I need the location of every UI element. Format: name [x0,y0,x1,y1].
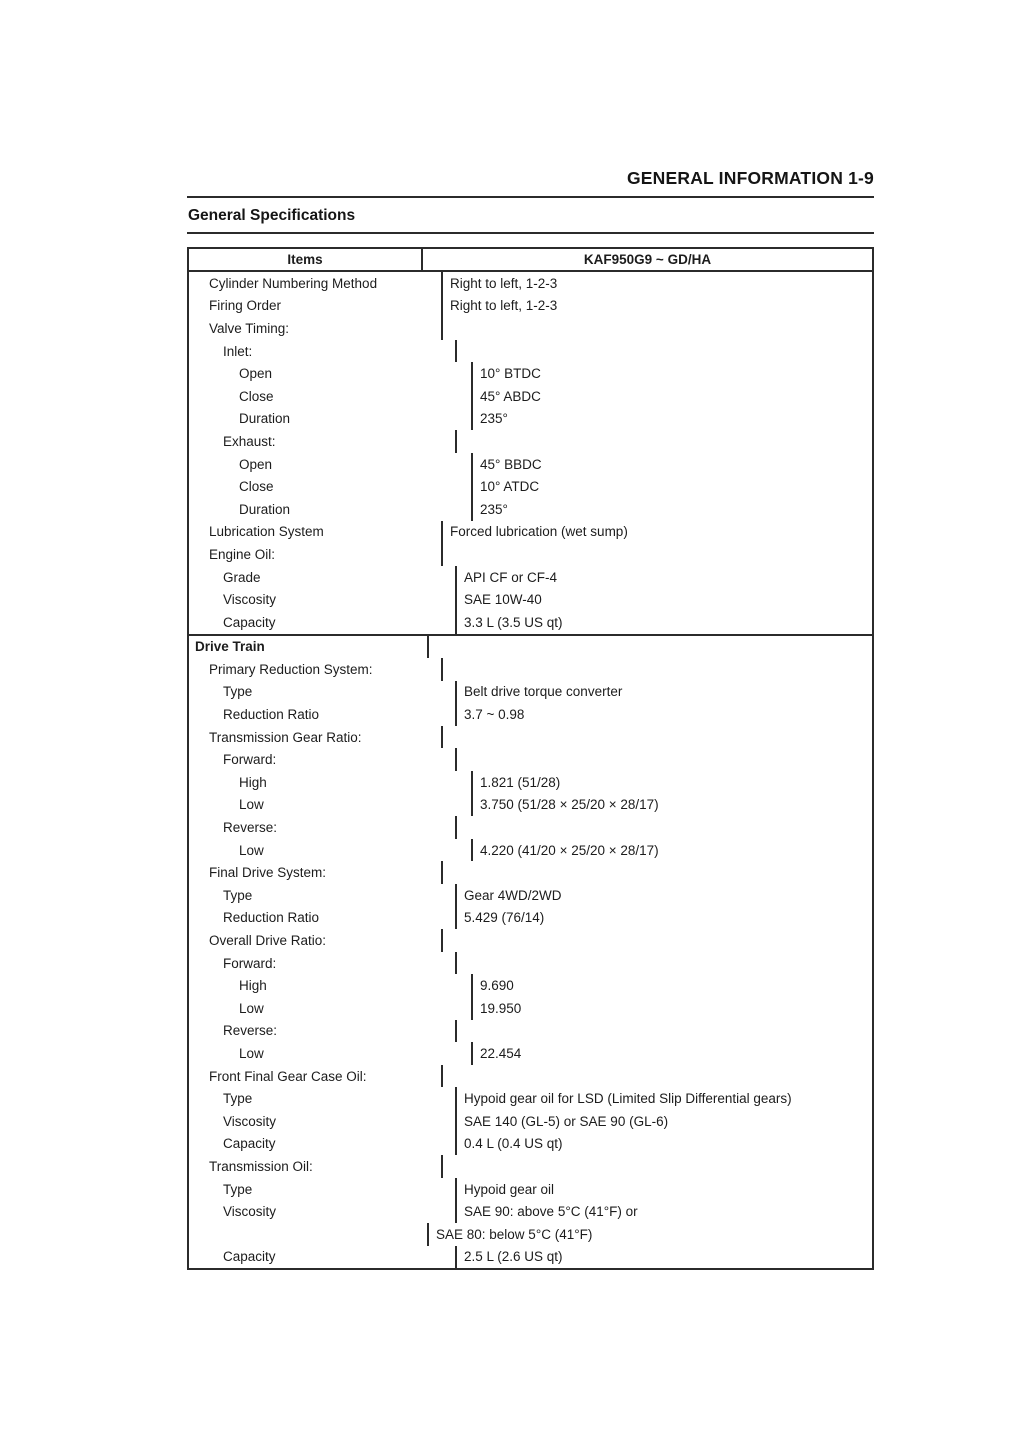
value-cell [429,636,872,659]
value-cell [443,658,872,681]
table-row [189,1133,872,1156]
table-row [189,1178,872,1201]
item-cell: Low [189,839,473,862]
item-cell: Reverse: [189,816,457,839]
item-cell: Viscosity [189,588,457,611]
value-cell: 2.5 L (2.6 US qt) [464,1249,563,1265]
value-cell: SAE 80: below 5°C (41°F) [436,1226,593,1242]
table-row [189,681,872,704]
item-cell: Type [189,884,457,907]
table-row [189,658,872,681]
header-rule [187,196,874,198]
item-cell: Front Final Gear Case Oil: [189,1065,443,1088]
value-cell [457,816,872,839]
table-row [189,726,872,749]
table-row [189,1246,872,1269]
value-cell [443,1155,872,1178]
table-row [189,748,872,771]
item-cell: Valve Timing: [189,317,443,340]
table-row [189,340,872,363]
table-row [189,1087,872,1110]
item-cell: Final Drive System: [189,861,443,884]
item-cell: Forward: [189,748,457,771]
value-cell: Belt drive torque converter [464,684,623,700]
value-cell: Gear 4WD/2WD [464,887,562,903]
value-cell [443,861,872,884]
value-cell [457,1020,872,1043]
value-cell [443,1065,872,1088]
value-cell: Right to left, 1-2-3 [450,275,558,291]
value-cell [443,929,872,952]
item-cell: Close [189,385,473,408]
page-header-title: GENERAL INFORMATION 1-9 [626,168,874,188]
table-row [189,929,872,952]
table-row [189,839,872,862]
table-row [189,1020,872,1043]
value-cell: 3.750 (51/28 × 25/20 × 28/17) [480,797,659,813]
value-cell [443,726,872,749]
item-cell: Engine Oil: [189,543,443,566]
item-cell: Low [189,794,473,817]
table-row [189,703,872,726]
value-cell: 3.3 L (3.5 US qt) [464,614,563,630]
table-row [189,974,872,997]
value-cell: 9.690 [480,978,514,994]
table-row [189,521,872,544]
value-cell: 45° ABDC [480,388,541,404]
value-cell: 3.7 ~ 0.98 [464,707,525,723]
table-row [189,907,872,930]
table-row [189,272,872,295]
table-row [189,997,872,1020]
value-cell [443,317,872,340]
table-row [189,952,872,975]
value-cell: 1.821 (51/28) [480,774,561,790]
table-row [189,816,872,839]
item-cell: Capacity [189,611,457,634]
item-cell: Overall Drive Ratio: [189,929,443,952]
table-row [189,1155,872,1178]
table-row [189,1042,872,1065]
value-cell: Right to left, 1-2-3 [450,298,558,314]
table-row [189,362,872,385]
item-cell: High [189,974,473,997]
value-cell [457,748,872,771]
value-cell: 5.429 (76/14) [464,910,545,926]
item-cell: Low [189,1042,473,1065]
table-row [189,771,872,794]
item-cell: Low [189,997,473,1020]
value-cell [457,340,872,363]
section-rule [187,232,874,234]
item-cell: Capacity [189,1133,457,1156]
value-cell: Hypoid gear oil for LSD (Limited Slip Differential gears) [464,1091,792,1107]
item-cell: Grade [189,566,457,589]
item-cell: Capacity [189,1246,457,1269]
item-cell: Firing Order [189,295,443,318]
table-row [189,475,872,498]
item-cell: Viscosity [189,1200,457,1223]
table-row [189,1065,872,1088]
general-specifications-table [187,247,874,1270]
table-header-row [189,249,872,272]
value-cell: 45° BBDC [480,456,542,472]
table-row [189,588,872,611]
value-cell: SAE 140 (GL-5) or SAE 90 (GL-6) [464,1113,669,1129]
item-cell: Reverse: [189,1020,457,1043]
item-cell: Type [189,1178,457,1201]
value-cell: 10° ATDC [480,479,540,495]
item-cell: Drive Train [189,636,429,659]
value-cell [457,430,872,453]
item-cell: Lubrication System [189,521,443,544]
value-cell: Forced lubrication (wet sump) [450,524,628,540]
item-cell: Reduction Ratio [189,703,457,726]
item-cell: Forward: [189,952,457,975]
value-cell: SAE 90: above 5°C (41°F) or [464,1204,638,1220]
column-header-items: Items [189,249,423,270]
page-content [187,168,874,1270]
value-cell: 4.220 (41/20 × 25/20 × 28/17) [480,842,659,858]
table-row [189,634,872,659]
table-body [189,272,872,1268]
item-cell: Cylinder Numbering Method [189,272,443,295]
value-cell [457,952,872,975]
table-row [189,1223,872,1246]
table-row [189,453,872,476]
item-cell: Primary Reduction System: [189,658,443,681]
item-cell [189,1223,429,1246]
table-row [189,543,872,566]
item-cell: Duration [189,498,473,521]
value-cell: API CF or CF-4 [464,569,558,585]
table-row [189,1200,872,1223]
table-row [189,611,872,634]
item-cell: Transmission Oil: [189,1155,443,1178]
table-row [189,1110,872,1133]
item-cell: High [189,771,473,794]
column-header-model: KAF950G9 ~ GD/HA [583,252,712,267]
item-cell: Viscosity [189,1110,457,1133]
table-row [189,295,872,318]
item-cell: Close [189,475,473,498]
table-row [189,430,872,453]
value-cell: 235° [480,411,508,427]
table-row [189,861,872,884]
item-cell: Reduction Ratio [189,907,457,930]
value-cell: 19.950 [480,1000,522,1016]
value-cell: 235° [480,501,508,517]
item-cell: Type [189,681,457,704]
section-title: General Specifications [188,207,356,224]
item-cell: Type [189,1087,457,1110]
table-row [189,794,872,817]
value-cell: 0.4 L (0.4 US qt) [464,1136,563,1152]
item-cell: Open [189,453,473,476]
item-cell: Open [189,362,473,385]
value-cell: 22.454 [480,1045,522,1061]
item-cell: Inlet: [189,340,457,363]
table-row [189,884,872,907]
table-row [189,566,872,589]
table-row [189,498,872,521]
table-row [189,317,872,340]
item-cell: Duration [189,408,473,431]
value-cell [443,543,872,566]
value-cell: 10° BTDC [480,366,541,382]
table-row [189,408,872,431]
item-cell: Transmission Gear Ratio: [189,726,443,749]
table-row [189,385,872,408]
item-cell: Exhaust: [189,430,457,453]
value-cell: SAE 10W-40 [464,592,542,608]
value-cell: Hypoid gear oil [464,1181,555,1197]
